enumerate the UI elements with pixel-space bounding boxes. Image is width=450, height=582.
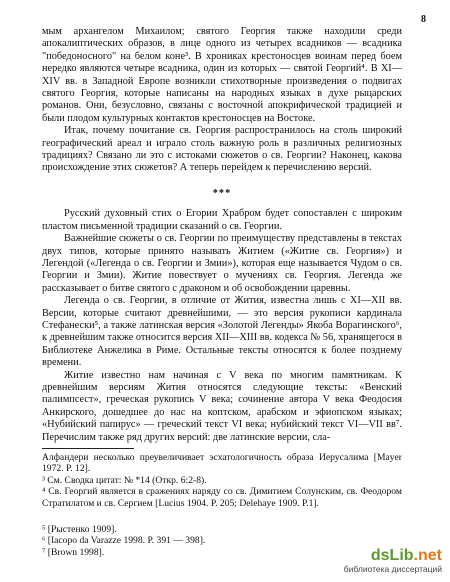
paragraph-1: мым архангелом Михаилом; святого Георгия также находили среди апокалиптических образов, в лице одного из четырех всадников — всадника "победоносного" на белом коне³. В хрониках крестоносцев воинам перед боем нередко являются четыре всадника, один из которых — святой Георгий⁴. В XI—XIV вв. в Западной Европе возникли стихотворные произведения о подвигах святого Георгия, которые написаны на народных языках в духе рыцарских романов. Они, безусловно, связаны с восточной апокрифической традицией и были плодом культурных контактов крестоносцев на Востоке.	[42, 26, 402, 124]
page-number: 8	[421, 14, 426, 25]
paragraph-3: Русский духовный стих о Егории Храбром будет сопоставлен с широким пластом письменной традиции сказаний о св. Георгии.	[42, 208, 402, 232]
paragraph-2: Итак, почему почитание св. Георгия распространилось на столь широкий географический ареал и играло столь важную роль в различных религиозных традициях? Связано ли это с истоками сюжетов о св. Георгии? Наконец, какова происхождение этих сюжетов? А теперь перейдем к перечислению версий.	[42, 125, 402, 174]
paragraph-4: Важнейшие сюжеты о св. Георгии по преимуществу представлены в текстах двух типов, которые принято называть Житием («Житие св. Георгия») и Легендой («Легенда о св. Георгии и Змии»), которая еще называется Чудом о св. Георгии и Змии). Житие повествует о мучениях св. Георгия. Легенда же рассказывает о битве святого с драконом и об освобождении царевны.	[42, 233, 402, 294]
logo-tld-text: .net	[413, 547, 442, 564]
logo-main-text: dsLib	[370, 547, 414, 564]
paragraph-6: Житие известно нам начиная с V века по многим памятникам. К древнейшим версиям Жития относятся следующие тексты: «Венский палимпсест», греческая рукопись V века; сочинение автора V века Феодосия Анкирского, дошедшее до нас на коптском, арабском и эфиопском языках; «Нубийский папирус» — греческий текст VI века; нубийский текст VI—VII вв⁷. Перечислим также ряд других версий: две латинские версии, сла-	[42, 369, 402, 443]
dslib-logo	[344, 548, 442, 564]
footnote-separator	[42, 448, 134, 449]
paragraph-5: Легенда о св. Георгии, в отличие от Жития, известна лишь с XI—XII вв. Версии, которые считают древнейшими, — это версия рукописи кардинала Стефанески⁵, а также латинская версия «Золотой Легенды» Якоба Ворагинского⁶, к древнейшим также относится версия XII—XIII вв. кодекса № 56, хранящегося в Библиотеке Анжелика в Риме. Остальные тексты относятся к более позднему времени.	[42, 295, 402, 369]
footnote-7: ⁷ [Brown 1998].	[42, 546, 105, 558]
footnote-3: ³ См. Сводка цитат: № *14 (Откр. 6:2-8).	[42, 474, 207, 486]
footnote-4: ⁴ Св. Георгий является в сражениях наряду со св. Димитием Солунским, св. Феодором Стратилатом и св. Сергием [Lucius 1904. P. 205; Delehaye 1909. P.1].	[42, 486, 402, 509]
footnote-6: ⁶ [Iacopo da Varazze 1998. P. 391 — 398].	[42, 535, 206, 547]
section-separator-stars: ***	[212, 187, 232, 199]
dslib-watermark[interactable]	[344, 548, 442, 574]
footnotes-top	[42, 452, 402, 509]
main-text-column	[42, 26, 402, 509]
watermark-subtitle: библиотека диссертаций	[343, 564, 442, 574]
footnote-5: ⁵ [Рыстенко 1909].	[42, 524, 117, 535]
footnote-continued: Алфандери несколько преувеличивает эсхатологичность образа Иерусалима [Mayer 1972. P. 12].	[42, 452, 402, 475]
